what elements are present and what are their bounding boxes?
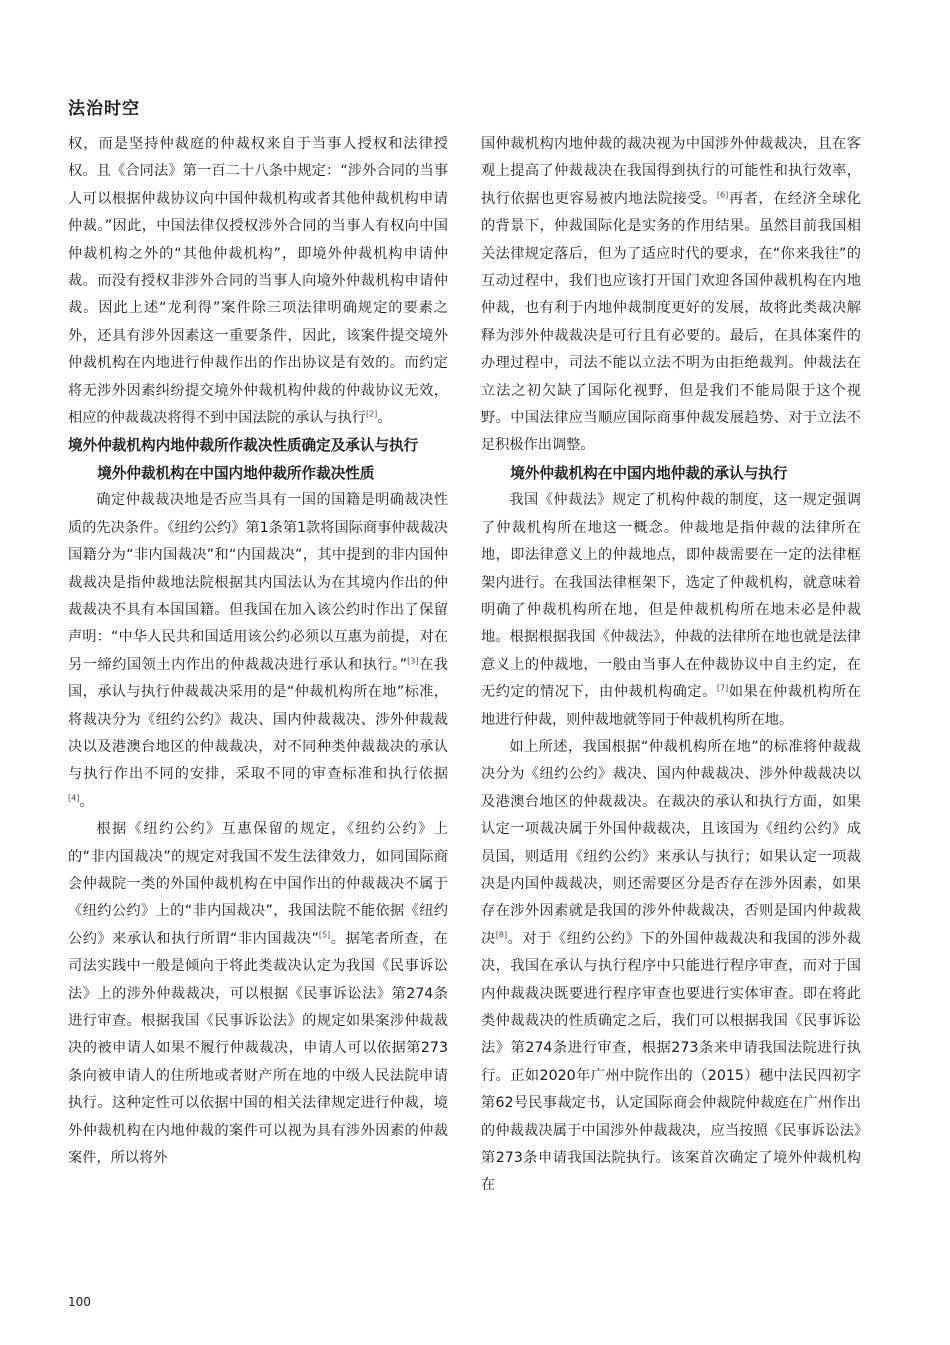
citation-ref: [4]	[68, 793, 80, 803]
body-text: 权，而是坚持仲裁庭的仲裁权来自于当事人授权和法律授权。且《合同法》第一百二十八条中规定：“涉外合同的当事人可以根据仲裁协议向中国仲裁机构或者其他仲裁机构申请仲裁。”因此，中国法律仅授权涉外合同的当事人有权向中国仲裁机构之外的“其他仲裁机构”，即境外仲裁机构申请仲裁。而没有授权非涉外合同的当事人向境外仲裁机构申请仲裁。因此上述“龙利得”案件除三项法律明确规定的要素之外，还具有涉外因素这一重要条件，因此，该案件提交境外仲裁机构在内地进行仲裁作出的作出协议是有效的。而约定将无涉外因素纠纷提交境外仲裁机构仲裁的仲裁协议无效，相应的仲裁裁决将得不到中国法院的承认与执行	[68, 136, 448, 427]
paragraph	[481, 734, 861, 1200]
citation-ref: [2]	[365, 409, 378, 419]
left-column	[68, 131, 448, 1172]
subsection-heading: 境外仲裁机构在中国内地仲裁的承认与执行	[510, 464, 788, 482]
body-text: 。据笔者所查，在司法实践中一般是倾向于将此类裁决认定为我国《民事诉讼法》上的涉外仲裁裁决，可以根据《民事诉讼法》第274条进行审查。根据我国《民事诉讼法》的规定如果案涉仲裁裁决的被申请人如果不履行仲裁裁决，申请人可以依据第273条向被申请人的住所地或者财产所在地的中级人民法院申请执行。这种定性可以依据中国的相关法律规定进行仲裁，境外仲裁机构在内地仲裁的案件可以视为具有涉外因素的仲裁案件，所以将外	[68, 930, 448, 1167]
body-text: 确定仲裁裁决地是否应当具有一国的国籍是明确裁决性质的先决条件。《纽约公约》第1条第1款将国际商事仲裁裁决国籍分为“非内国裁决”和“内国裁决”，其中提到的非内国仲裁裁决是指仲裁地法院根据其内国法认为在其境内作出的仲裁裁决不具有本国国籍。但我国在加入该公约时作出了保留声明：“中华人民共和国适用该公约必须以互惠为前提，对在另一缔约国领土内作出的仲裁裁决进行承认和执行。”	[68, 492, 448, 673]
body-text: 如上所述，我国根据“仲裁机构所在地”的标准将仲裁裁决分为《纽约公约》裁决、国内仲裁裁决、涉外仲裁裁决以及港澳台地区的仲裁裁决。在裁决的承认和执行方面，如果认定一项裁决属于外国仲裁裁决，且该国为《纽约公约》成员国，则适用《纽约公约》来承认与执行；如果认定一项裁决是内国仲裁裁决，则还需要区分是否存在涉外因素，如果存在涉外因素就是我国的涉外仲裁裁决，否则是国内仲裁裁决	[481, 738, 861, 947]
paragraph	[68, 487, 448, 816]
body-text: 。	[79, 793, 94, 810]
subsection-heading: 境外仲裁机构在中国内地仲裁所作裁决性质	[97, 464, 375, 482]
body-text: 。	[377, 410, 392, 427]
citation-ref: [3]	[407, 655, 419, 665]
body-text: 国仲裁机构内地仲裁的裁决视为中国涉外仲裁裁决，且在客观上提高了仲裁裁决在我国得到执行的可能性和执行效率，执行依据也更容易被内地法院接受。	[481, 136, 861, 207]
body-text: 我国《仲裁法》规定了机构仲裁的制度，这一规定强调了仲裁机构所在地这一概念。仲裁地是指仲裁的法律所在地，即法律意义上的仲裁地点，即仲裁需要在一定的法律框架内进行。在我国法律框架下，选定了仲裁机构，就意味着明确了仲裁机构所在地，但是仲裁机构所在地未必是仲裁地。根据根据我国《仲裁法》，仲裁的法律所在地也就是法律意义上的仲裁地，一般由当事人在仲裁协议中自主约定，在无约定的情况下，由仲裁机构确定。	[481, 492, 861, 701]
right-column	[481, 131, 861, 1200]
body-text: 。对于《纽约公约》下的外国仲裁裁决和我国的涉外裁决，我国在承认与执行程序中只能进行程序审查，而对于国内仲裁裁决既要进行程序审查也要进行实体审查。即在将此类仲裁裁决的性质确定之后，我们可以根据我国《民事诉讼法》第274条进行审查，根据273条来申请我国法院进行执行。正如2020年广州中院作出的（2015）穗中法民四初字第62号民事裁定书，认定国际商会仲裁院仲裁庭在广州作出的仲裁裁决属于中国涉外仲裁裁决，应当按照《民事诉讼法》第273条申请我国法院执行。该案首次确定了境外仲裁机构在	[481, 930, 861, 1194]
citation-ref: [8]	[495, 930, 508, 940]
section-heading: 境外仲裁机构内地仲裁所作裁决性质确定及承认与执行	[68, 437, 419, 455]
page-number: 100	[68, 1295, 91, 1309]
body-text: 在我国，承认与执行仲裁裁决采用的是“仲裁机构所在地”标准，将裁决分为《纽约公约》裁决、国内仲裁裁决、涉外仲裁裁决以及港澳台地区的仲裁裁决，对不同种类仲裁裁决的承认与执行作出不同的安排，采取不同的审查标准和执行依据	[68, 656, 448, 783]
paragraph	[481, 487, 861, 734]
body-text: 如果在仲裁机构所在地进行仲裁，则仲裁地就等同于仲裁机构所在地。	[481, 684, 861, 728]
paragraph	[481, 131, 861, 460]
paragraph	[68, 131, 448, 432]
section-header: 法治时空	[68, 99, 140, 119]
paragraph	[68, 816, 448, 1172]
citation-ref: [6]	[716, 190, 729, 200]
citation-ref: [7]	[716, 683, 729, 693]
body-text: 根据《纽约公约》互惠保留的规定，《纽约公约》上的“非内国裁决”的规定对我国不发生法律效力，如同国际商会仲裁院一类的外国仲裁机构在中国作出的仲裁裁决不属于《纽约公约》上的“非内国裁决”，我国法院不能依据《纽约公约》来承认和执行所谓“非内国裁决”	[68, 821, 448, 947]
body-text: 再者，在经济全球化的背景下，仲裁国际化是实务的作用结果。虽然目前我国相关法律规定落后，但为了适应时代的要求，在“你来我往”的互动过程中，我们也应该打开国门欢迎各国仲裁机构在内地仲裁，也有利于内地仲裁制度更好的发展，故将此类裁决解释为涉外仲裁裁决是可行且有必要的。最后，在具体案件的办理过程中，司法不能以立法不明为由拒绝裁判。仲裁法在立法之初欠缺了国际化视野，但是我们不能局限于这个视野。中国法律应当顺应国际商事仲裁发展趋势、对于立法不足积极作出调整。	[481, 190, 861, 454]
citation-ref: [5]	[318, 930, 331, 940]
